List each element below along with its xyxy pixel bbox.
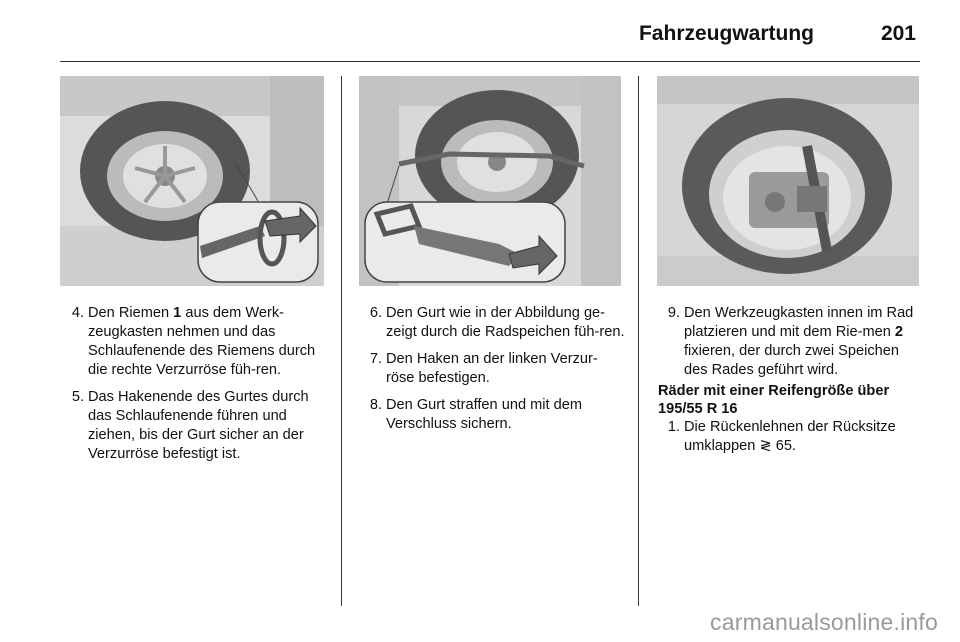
step-number: 8. [369, 397, 382, 413]
step-number: 7. [369, 351, 382, 367]
figure-spare-wheel-strap [60, 76, 324, 286]
instruction-list-column-3 [658, 304, 924, 388]
header-rule [60, 61, 920, 62]
list-item [360, 350, 626, 388]
list-item [62, 304, 330, 380]
list-item [62, 388, 330, 464]
page-header [60, 14, 920, 54]
list-item [658, 304, 924, 380]
list-item [360, 396, 626, 434]
instruction-list-column-1 [62, 304, 330, 472]
list-item [658, 418, 924, 456]
watermark: carmanualsonline.info [710, 609, 938, 635]
column-divider [638, 76, 639, 606]
page-title: Fahrzeugwartung [638, 22, 814, 45]
section-subheading: Räder mit einer Reifengröße über 195/55 R 16 [658, 383, 890, 417]
step-text: Den Haken an der linken Verzur-röse befestigen. [386, 351, 598, 386]
instruction-list-column-3-sub [658, 418, 924, 464]
figure-strap-hook [359, 76, 621, 286]
step-number: 6. [369, 305, 382, 321]
list-item [360, 304, 626, 342]
step-number: 4. [71, 305, 84, 321]
step-text: Den Riemen [88, 305, 174, 321]
column-divider [341, 76, 342, 606]
callout-number: 2 [894, 324, 904, 340]
step-text: fixieren, der durch zwei Speichen des Rades geführt wird. [684, 343, 899, 378]
figure-toolbox-in-wheel [657, 76, 919, 286]
step-text: Die Rückenlehnen der Rücksitze umklappen [684, 419, 896, 454]
step-text: Den Werkzeugkasten innen im Rad platzieren und mit dem Rie-men [684, 305, 914, 340]
page-reference[interactable]: ≷ 65. [759, 438, 797, 454]
step-text: aus dem Werk-zeugkasten nehmen und das Schlaufenende des Riemens durch die rechte Verzurröse füh-ren. [88, 305, 316, 378]
instruction-list-column-2 [360, 304, 626, 442]
step-text: Das Hakenende des Gurtes durch das Schlaufenende führen und ziehen, bis der Gurt sicher an der Verzurröse befestigt ist. [88, 389, 309, 462]
step-text: Den Gurt wie in der Abbildung ge-zeigt durch die Radspeichen füh-ren. [386, 305, 625, 340]
step-number: 5. [71, 389, 84, 405]
step-number: 9. [667, 305, 680, 321]
step-text: Den Gurt straffen und mit dem Verschluss sichern. [386, 397, 583, 432]
page-number: 201 [880, 22, 916, 45]
step-number: 1. [667, 419, 680, 435]
callout-number: 1 [173, 305, 182, 321]
